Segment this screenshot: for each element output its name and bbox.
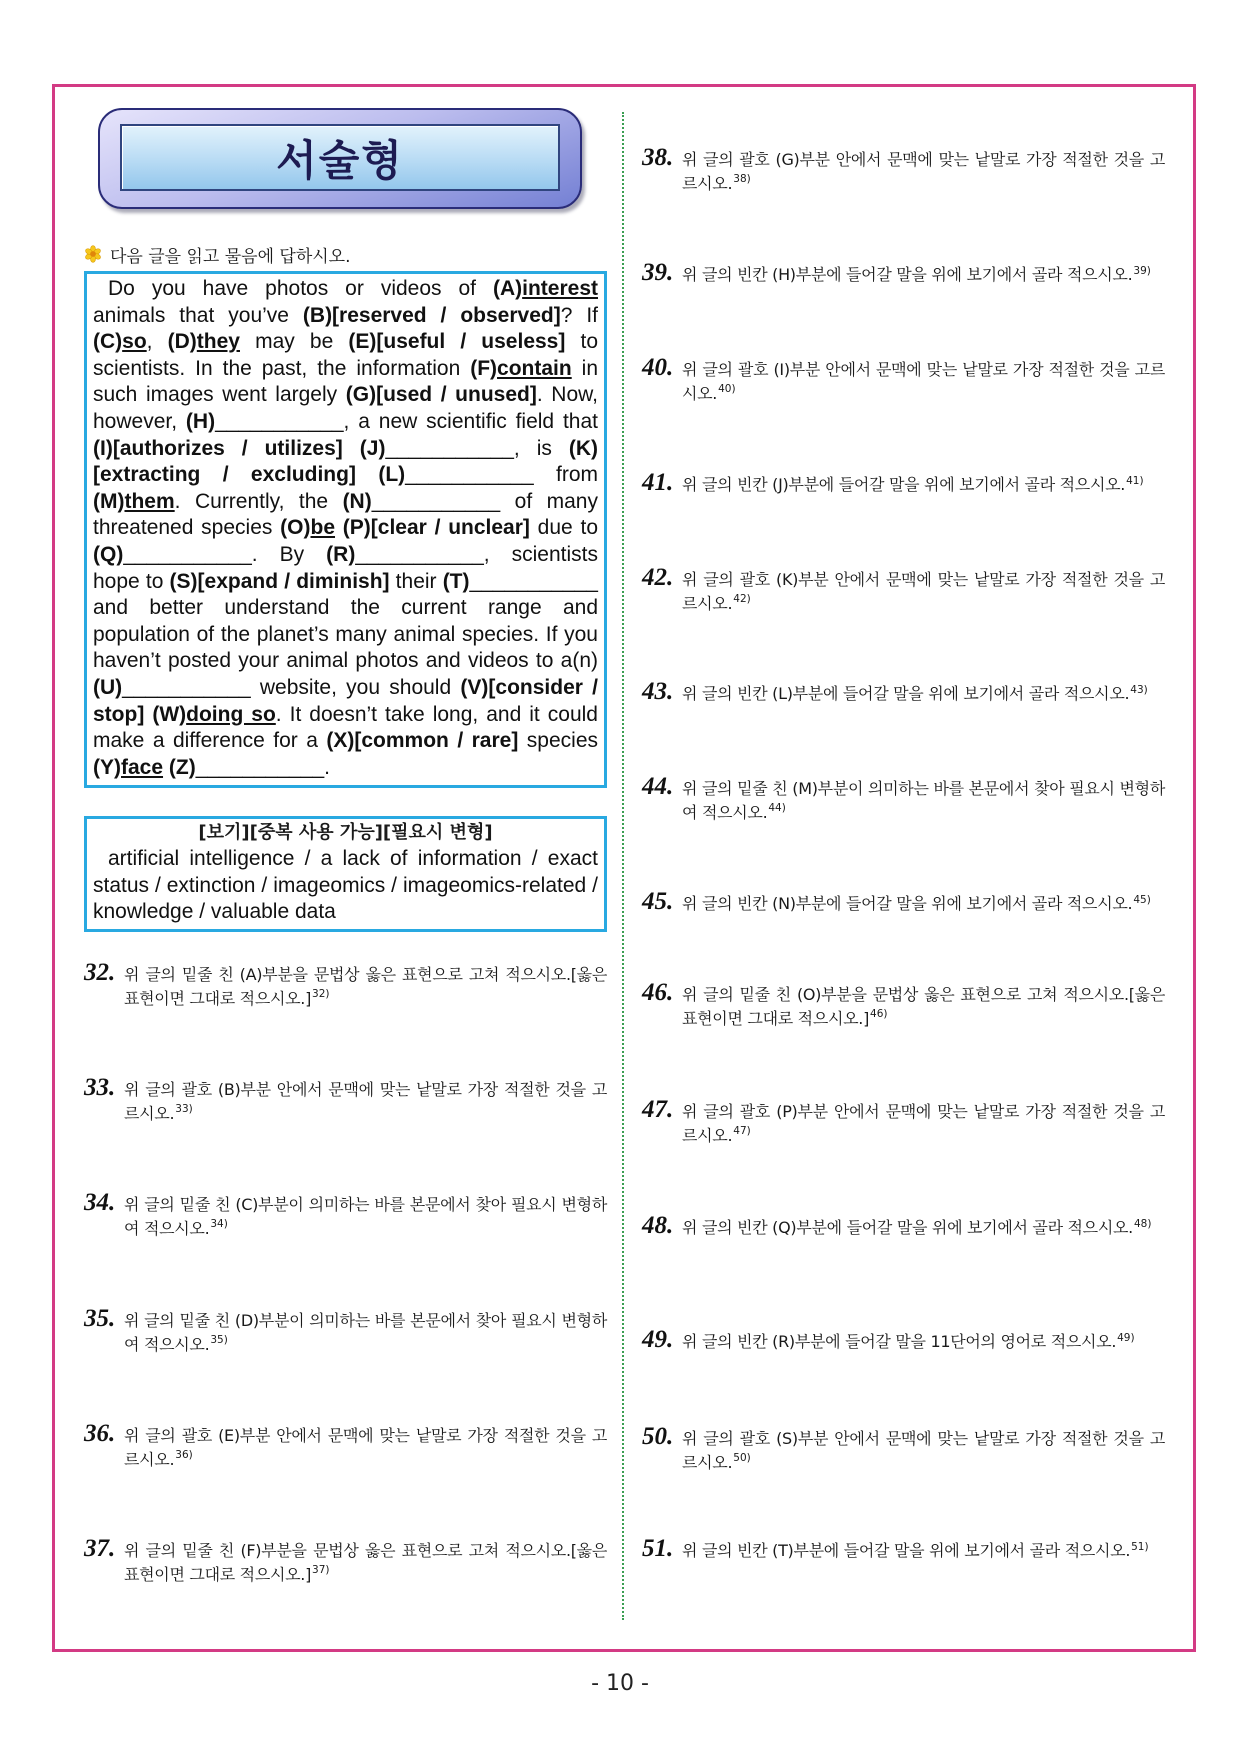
option-separator: / [149, 873, 167, 897]
question-number: 41. [642, 469, 674, 496]
passage-run [356, 463, 378, 486]
question-item [642, 1214, 1165, 1240]
footnote-ref: 51) [1131, 1540, 1149, 1553]
footnote-ref: 42) [733, 593, 751, 606]
option-separator: / [521, 847, 548, 871]
passage-marker: (K)[extracting / excluding] [93, 436, 599, 487]
passage-marker: (A) [492, 277, 523, 300]
word-bank-option: imageomics-related [402, 873, 587, 897]
passage-box [84, 271, 607, 788]
question-prompt: 위 글의 밑줄 친 (M)부분이 의미하는 바를 본문에서 찾아 필요시 변형하여 적으시오. [682, 779, 1165, 822]
question-item [642, 566, 1165, 615]
passage-marker: (Y) [93, 755, 121, 779]
passage-run: their [389, 569, 443, 593]
question-text [682, 148, 1165, 195]
passage-marker: (L) [378, 463, 406, 487]
passage-marker: (T) [442, 569, 470, 593]
question-item [642, 146, 1165, 195]
footnote-ref: 37) [312, 1564, 330, 1577]
passage-marker: (V)[consider / stop] [93, 675, 599, 726]
passage-run: may be [239, 330, 349, 354]
question-number: 43. [642, 678, 674, 705]
question-number: 44. [642, 773, 674, 800]
question-prompt: 위 글의 괄호 (G)부분 안에서 문맥에 맞는 낱말로 가장 적절한 것을 고르시오. [682, 150, 1165, 193]
underlined-target-word: contain [497, 356, 572, 380]
question-prompt: 위 글의 빈칸 (Q)부분에 들어갈 말을 위에 보기에서 골라 적으시오. [682, 1218, 1133, 1237]
passage-run: ___________ of many threatened species [93, 489, 598, 540]
question-item [642, 680, 1165, 706]
question-text [682, 983, 1165, 1030]
word-bank-options [93, 846, 598, 926]
question-text [682, 263, 1165, 287]
question-item [642, 890, 1165, 916]
passage-run: species [518, 729, 598, 753]
question-item [642, 1425, 1165, 1474]
word-bank-header: [보기][중복 사용 가능][필요시 변형] [198, 822, 493, 844]
question-item [642, 356, 1165, 405]
footnote-ref: 49) [1117, 1331, 1135, 1344]
question-number: 51. [642, 1535, 674, 1562]
question-prompt: 위 글의 괄호 (I)부분 안에서 문맥에 맞는 낱말로 가장 적절한 것을 고르시오. [682, 360, 1165, 403]
option-separator: / [193, 900, 211, 924]
passage-marker: (W) [152, 702, 187, 726]
passage-marker: (X)[common / rare] [326, 729, 519, 753]
passage-run [335, 516, 343, 539]
passage-run: Do you have photos or videos of [108, 277, 493, 300]
question-number: 37. [84, 1535, 116, 1562]
passage-run: ___________, is [385, 436, 569, 460]
question-prompt: 위 글의 빈칸 (L)부분에 들어갈 말을 위에 보기에서 골라 적으시오. [682, 684, 1130, 703]
passage-marker: (D) [167, 330, 197, 354]
instruction-text: 다음 글을 읽고 물음에 답하시오. [110, 246, 351, 267]
question-prompt: 위 글의 밑줄 친 (A)부분을 문법상 옳은 표현으로 고쳐 적으시오.[옳은 표현이면 그대로 적으시오.] [124, 965, 607, 1008]
underlined-target-word: be [310, 516, 336, 540]
option-separator: / [255, 873, 274, 897]
passage-run: ? If [560, 303, 598, 327]
question-prompt: 위 글의 괄호 (K)부분 안에서 문맥에 맞는 낱말로 가장 적절한 것을 고르시오. [682, 570, 1165, 613]
flower-icon [84, 245, 102, 263]
footnote-ref: 46) [870, 1008, 888, 1021]
question-number: 33. [84, 1074, 116, 1101]
passage-run: to scientists. In the past, the information [93, 330, 598, 380]
question-prompt: 위 글의 밑줄 친 (C)부분이 의미하는 바를 본문에서 찾아 필요시 변형하여 적으시오. [124, 1195, 607, 1238]
question-text [682, 1216, 1165, 1240]
column-divider [622, 112, 624, 1620]
page-number: - 10 - [591, 1671, 649, 1696]
word-bank-option: valuable data [210, 900, 336, 924]
question-item [642, 1537, 1165, 1563]
passage-marker: (Z) [168, 755, 196, 779]
question-text [124, 963, 607, 1010]
word-bank-option: imageomics [273, 873, 386, 897]
passage-marker: (J) [359, 436, 386, 460]
footnote-ref: 38) [733, 173, 751, 186]
question-item [84, 1191, 607, 1240]
question-number: 32. [84, 959, 116, 986]
passage-run: animals that you’ve [93, 303, 303, 327]
passage-marker: (N) [342, 489, 372, 513]
question-text [682, 358, 1165, 405]
question-prompt: 위 글의 빈칸 (J)부분에 들어갈 말을 위에 보기에서 골라 적으시오. [682, 475, 1126, 494]
question-prompt: 위 글의 괄호 (S)부분 안에서 문맥에 맞는 낱말로 가장 적절한 것을 고르시오. [682, 1429, 1165, 1472]
question-item [642, 1098, 1165, 1147]
footnote-ref: 47) [733, 1125, 751, 1138]
question-prompt: 위 글의 괄호 (P)부분 안에서 문맥에 맞는 낱말로 가장 적절한 것을 고르시오. [682, 1102, 1165, 1145]
question-text [124, 1424, 607, 1471]
passage-run: ___________ and better understand the current range and population of the planet’s many animal species. If you haven’t posted your animal photos and videos to a(n) [93, 569, 598, 673]
passage-run: . It doesn’t take long, and it could make a difference for a [93, 702, 598, 753]
question-text [124, 1078, 607, 1125]
passage-marker: (B)[reserved / observed] [302, 303, 561, 327]
footnote-ref: 32) [312, 988, 330, 1001]
passage-run: ___________. [195, 755, 331, 779]
word-bank-option: exact status [93, 847, 598, 897]
passage-run: in such images went largely [93, 356, 598, 407]
question-prompt: 위 글의 빈칸 (R)부분에 들어갈 말을 11단어의 영어로 적으시오. [682, 1332, 1117, 1351]
question-text [682, 1330, 1165, 1354]
question-item [642, 1328, 1165, 1354]
word-bank-option: artificial intelligence [108, 847, 295, 871]
passage-run: , [146, 330, 168, 354]
footnote-ref: 48) [1133, 1217, 1152, 1230]
question-number: 49. [642, 1326, 674, 1353]
passage-marker: (F) [470, 356, 498, 380]
question-number: 38. [642, 144, 674, 171]
footnote-ref: 35) [210, 1334, 228, 1347]
question-number: 34. [84, 1189, 116, 1216]
question-item [642, 471, 1165, 497]
question-number: 40. [642, 354, 674, 381]
passage-marker: (P)[clear / unclear] [342, 516, 530, 540]
footnote-ref: 45) [1133, 893, 1151, 906]
passage-run: ___________. By [123, 542, 327, 566]
question-text [124, 1539, 607, 1586]
passage-marker: (O) [280, 516, 311, 540]
footnote-ref: 40) [718, 383, 736, 396]
question-text [682, 1539, 1165, 1563]
passage-marker: (C) [93, 330, 123, 354]
passage-run: ___________, a new scientific field that [215, 409, 598, 433]
option-separator: / [586, 873, 598, 897]
passage-marker: (I)[authorizes / utilizes] [93, 436, 343, 460]
question-text [682, 473, 1165, 497]
passage-marker: (R) [326, 542, 356, 566]
passage-text [93, 276, 598, 781]
question-number: 42. [642, 564, 674, 591]
question-number: 46. [642, 979, 674, 1006]
underlined-target-word: them [124, 489, 175, 513]
underlined-target-word: so [122, 330, 147, 354]
footnote-ref: 43) [1130, 683, 1148, 696]
question-text [682, 892, 1165, 916]
instruction-line [84, 242, 351, 266]
question-prompt: 위 글의 밑줄 친 (D)부분이 의미하는 바를 본문에서 찾아 필요시 변형하여 적으시오. [124, 1311, 607, 1354]
question-text [682, 682, 1165, 706]
question-prompt: 위 글의 괄호 (B)부분 안에서 문맥에 맞는 낱말로 가장 적절한 것을 고르시오. [124, 1080, 607, 1123]
passage-run [343, 437, 360, 460]
question-number: 39. [642, 259, 674, 286]
section-title-banner [98, 108, 582, 209]
footnote-ref: 41) [1126, 474, 1144, 487]
passage-run: ___________ website, you should [122, 675, 461, 699]
question-number: 50. [642, 1423, 674, 1450]
question-prompt: 위 글의 괄호 (E)부분 안에서 문맥에 맞는 낱말로 가장 적절한 것을 고르시오. [124, 1426, 607, 1469]
passage-marker: (H) [185, 409, 216, 433]
passage-marker: (G)[used / unused] [345, 383, 537, 407]
option-separator: / [385, 873, 403, 897]
passage-run: ___________, scientists hope to [93, 542, 599, 593]
footnote-ref: 44) [768, 802, 786, 815]
question-item [84, 1422, 607, 1471]
question-text [124, 1193, 607, 1240]
question-item [84, 1537, 607, 1586]
question-item [642, 261, 1165, 287]
footnote-ref: 33) [175, 1103, 193, 1116]
question-item [642, 775, 1165, 824]
reading-section [84, 271, 607, 932]
passage-marker: (U) [93, 675, 123, 699]
question-item [84, 961, 607, 1010]
question-item [84, 1307, 607, 1356]
passage-run: due to [529, 516, 598, 540]
question-text [682, 1100, 1165, 1147]
passage-marker: (E)[useful / useless] [348, 330, 566, 354]
question-number: 48. [642, 1212, 674, 1239]
passage-marker: (Q) [93, 542, 124, 566]
passage-run: . Currently, the [174, 489, 343, 513]
passage-run: ___________ from [405, 463, 598, 487]
passage-run: . Now, however, [93, 383, 598, 433]
question-text [682, 1427, 1165, 1474]
word-bank-box [84, 816, 607, 932]
section-title-panel [120, 124, 560, 191]
question-prompt: 위 글의 빈칸 (N)부분에 들어갈 말을 위에 보기에서 골라 적으시오. [682, 894, 1133, 913]
question-prompt: 위 글의 밑줄 친 (O)부분을 문법상 옳은 표현으로 고쳐 적으시오.[옳은 표현이면 그대로 적으시오.] [682, 985, 1165, 1028]
question-prompt: 위 글의 빈칸 (T)부분에 들어갈 말을 위에 보기에서 골라 적으시오. [682, 1541, 1131, 1560]
question-number: 45. [642, 888, 674, 915]
passage-marker: (S)[expand / diminish] [169, 569, 390, 593]
footnote-ref: 36) [175, 1449, 193, 1462]
question-item [642, 981, 1165, 1030]
footnote-ref: 34) [210, 1218, 228, 1231]
footnote-ref: 50) [733, 1452, 751, 1465]
word-bank-option: a lack of information [320, 847, 522, 871]
passage-marker: (M) [93, 489, 125, 513]
footnote-ref: 39) [1133, 264, 1151, 277]
section-title: 서술형 [276, 135, 404, 185]
option-separator: / [294, 847, 321, 871]
underlined-target-word: doing so [186, 702, 276, 726]
question-number: 47. [642, 1096, 674, 1123]
question-prompt: 위 글의 밑줄 친 (F)부분을 문법상 옳은 표현으로 고쳐 적으시오.[옳은 표현이면 그대로 적으시오.] [124, 1541, 607, 1584]
question-text [682, 568, 1165, 615]
word-bank-option: extinction [166, 873, 256, 897]
question-text [124, 1309, 607, 1356]
underlined-target-word: interest [522, 277, 598, 300]
question-number: 36. [84, 1420, 116, 1447]
underlined-target-word: they [196, 330, 240, 354]
underlined-target-word: face [121, 755, 164, 779]
question-prompt: 위 글의 빈칸 (H)부분에 들어갈 말을 위에 보기에서 골라 적으시오. [682, 265, 1133, 284]
word-bank-option: knowledge [93, 900, 194, 924]
question-number: 35. [84, 1305, 116, 1332]
question-item [84, 1076, 607, 1125]
question-text [682, 777, 1165, 824]
